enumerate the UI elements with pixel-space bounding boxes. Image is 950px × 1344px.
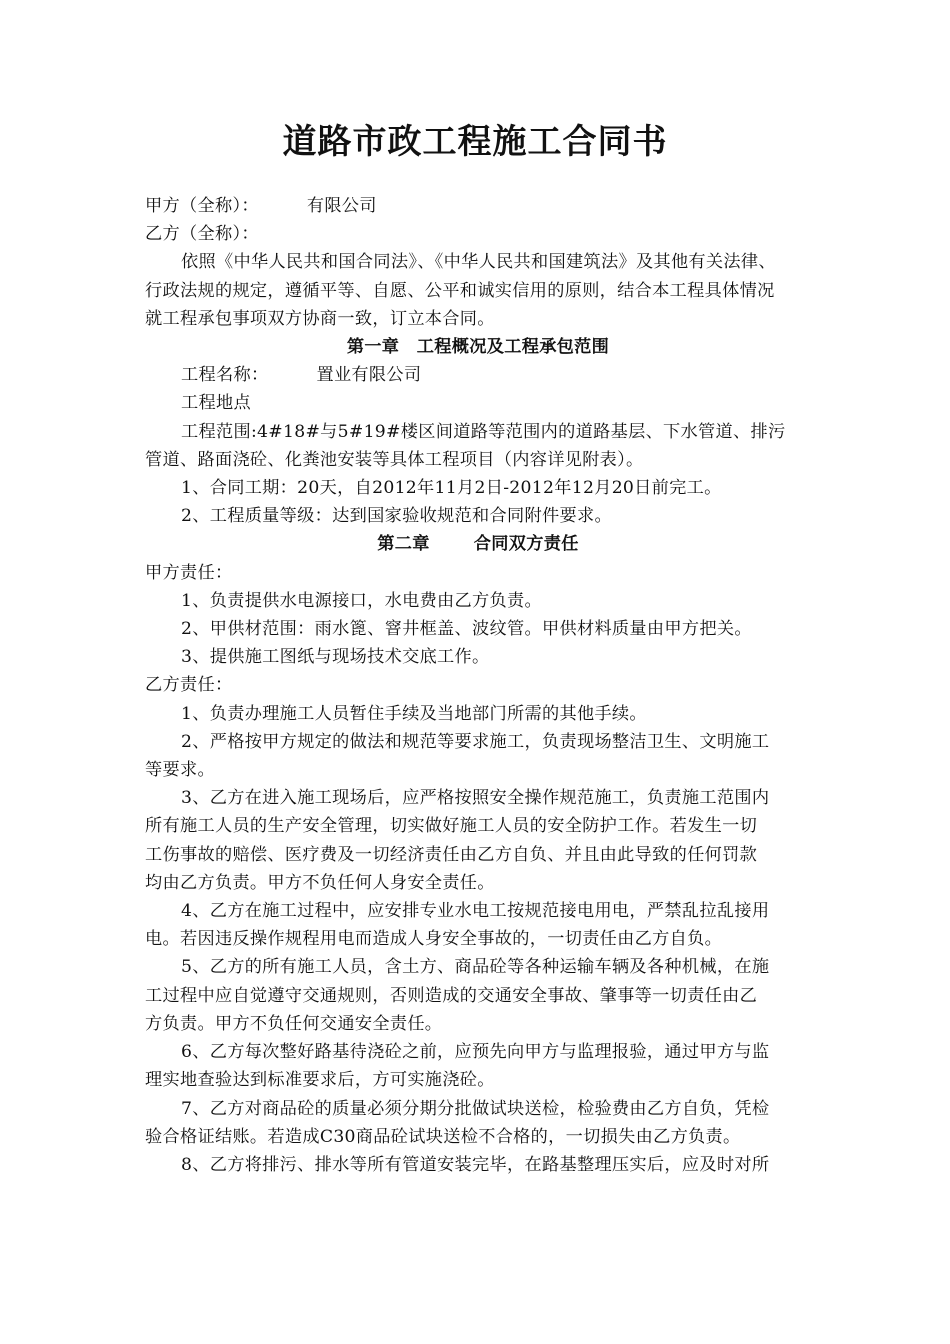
party-b-line: 所有施工人员的生产安全管理，切实做好施工人员的安全防护工作。若发生一切: [145, 816, 758, 837]
intro-line: 依照《中华人民共和国合同法》、《中华人民共和国建筑法》及其他有关法律、: [181, 252, 776, 273]
quality-line: 2、工程质量等级：达到国家验收规范和合同附件要求。: [181, 506, 612, 527]
scope-line: 管道、路面浇砼、化粪池安装等具体工程项目（内容详见附表）。: [145, 449, 644, 470]
party-b-line: 3、乙方在进入施工现场后，应严格按照安全操作规范施工，负责施工范围内: [181, 788, 770, 809]
party-b-line: 电。若因违反操作规程用电而造成人身安全事故的，一切责任由乙方自负。: [145, 929, 723, 950]
party-b-line: 5、乙方的所有施工人员，含土方、商品砼等各种运输车辆及各种机械，在施: [181, 957, 770, 978]
party-b-line: 乙方（全称）：: [145, 224, 259, 245]
chapter2-heading-text: 合同双方责任: [473, 534, 579, 555]
party-a-line: [145, 192, 811, 220]
party-b-line: 8、乙方将排污、排水等所有管道安装完毕，在路基整理压实后，应及时对所: [181, 1154, 770, 1175]
intro-line: 就工程承包事项双方协商一致，订立本合同。: [145, 308, 495, 329]
project-name-line: [145, 361, 811, 389]
chapter2-heading-number: 第二章: [377, 534, 430, 555]
project-name-value: 置业有限公司: [316, 365, 422, 386]
document-body: [145, 192, 811, 1179]
party-a-name: 有限公司: [306, 196, 377, 216]
party-b-line: 等要求。: [145, 760, 215, 781]
party-b-line: 2、严格按甲方规定的做法和规范等要求施工，负责现场整洁卫生、文明施工: [181, 731, 770, 752]
party-b-line: 理实地查验达到标准要求后，方可实施浇砼。: [145, 1070, 495, 1091]
document-title: 道路市政工程施工合同书: [282, 122, 668, 162]
party-a-item: 3、提供施工图纸与现场技术交底工作。: [181, 647, 490, 668]
chapter2-heading: [145, 530, 811, 558]
party-b-line: 验合格证结账。若造成C30商品砼试块送检不合格的，一切损失由乙方负责。: [145, 1126, 741, 1147]
party-a-item: 1、负责提供水电源接口，水电费由乙方负责。: [181, 590, 542, 611]
party-b-responsibility-label: 乙方责任：: [145, 675, 233, 696]
party-b-line: 1、负责办理施工人员暂住手续及当地部门所需的其他手续。: [181, 703, 647, 724]
party-b-line: 工伤事故的赔偿、医疗费及一切经济责任由乙方自负、并且由此导致的任何罚款: [145, 844, 758, 865]
project-name-label: 工程名称：: [181, 365, 269, 386]
scope-line: 工程范围:4#18#与5#19#楼区间道路等范围内的道路基层、下水管道、排污: [181, 421, 786, 442]
party-a-label: 甲方（全称）：: [145, 196, 259, 216]
project-location-line: 工程地点: [181, 393, 251, 414]
party-b-line: 7、乙方对商品砼的质量必须分期分批做试块送检，检验费由乙方自负，凭检: [181, 1098, 770, 1119]
chapter1-heading: 第一章 工程概况及工程承包范围: [346, 337, 610, 358]
period-line: 1、合同工期：20天，自2012年11月2日-2012年12月20日前完工。: [181, 478, 722, 499]
party-b-line: 6、乙方每次整好路基待浇砼之前，应预先向甲方与监理报验，通过甲方与监: [181, 1042, 770, 1063]
party-b-line: 4、乙方在施工过程中，应安排专业水电工按规范接电用电，严禁乱拉乱接用: [181, 901, 770, 922]
party-b-line: 方负责。甲方不负任何交通安全责任。: [145, 1013, 443, 1034]
party-b-responsibilities: [145, 700, 811, 1179]
party-a-responsibility-label: 甲方责任：: [145, 562, 233, 583]
party-a-item: 2、甲供材范围：雨水篦、窨井框盖、波纹管。甲供材料质量由甲方把关。: [181, 619, 752, 640]
party-b-line: 工过程中应自觉遵守交通规则，否则造成的交通安全事故、肇事等一切责任由乙: [145, 985, 758, 1006]
party-b-line: 均由乙方负责。甲方不负任何人身安全责任。: [145, 872, 495, 893]
intro-line: 行政法规的规定，遵循平等、自愿、公平和诚实信用的原则，结合本工程具体情况: [145, 280, 775, 301]
